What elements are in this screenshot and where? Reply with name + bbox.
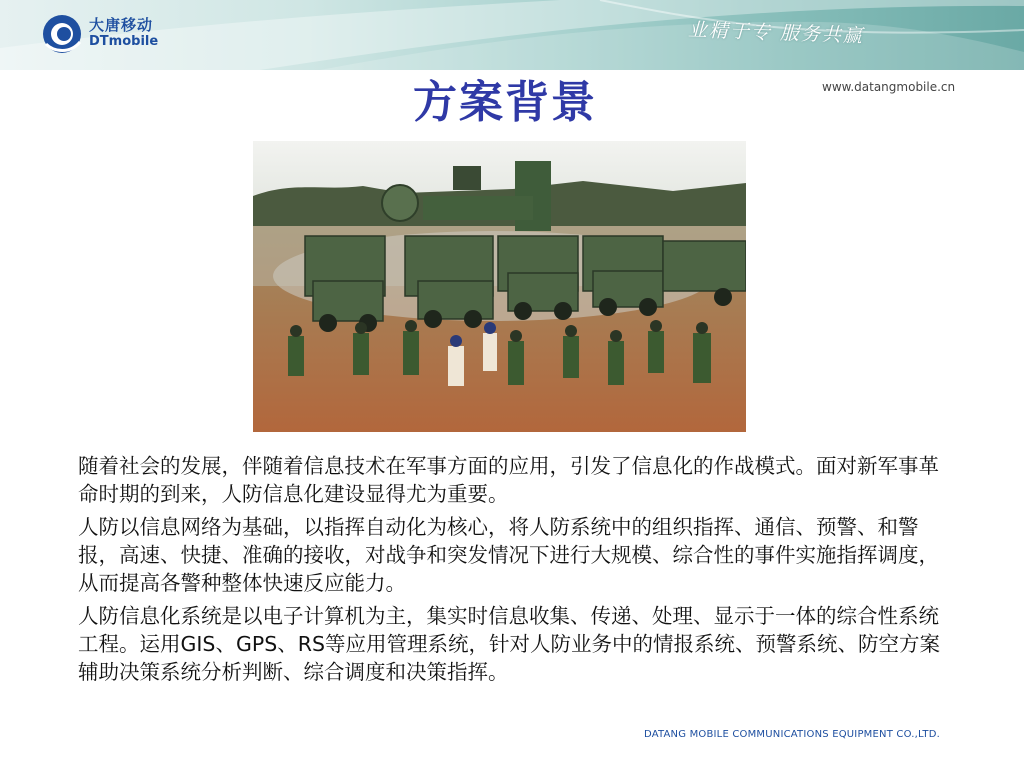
military-exercise-photo xyxy=(253,141,746,432)
photo-illustration xyxy=(253,141,746,432)
slide-title: 方案背景 xyxy=(413,77,597,128)
header-band xyxy=(0,0,1024,70)
paragraph-2: 人防以信息网络为基础，以指挥自动化为核心，将人防系统中的组织指挥、通信、预警、和警报，高速、快捷、准确的接收，对战争和突发情况下进行大规模、综合性的事件实施指挥调度，从而提高各警种整体快速反应能力。 xyxy=(78,515,939,595)
company-logo xyxy=(40,12,170,56)
dtmobile-logo-icon xyxy=(40,12,84,56)
paragraph-1: 随着社会的发展，伴随着信息技术在军事方面的应用，引发了信息化的作战模式。面对新军事革命时期的到来，人防信息化建设显得尤为重要。 xyxy=(78,454,939,506)
slogan: 业精于专 服务共赢 xyxy=(687,18,865,48)
logo-chinese-name: 大唐移动 xyxy=(89,16,154,34)
footer-company-name: DATANG MOBILE COMMUNICATIONS EQUIPMENT CO.,LTD. xyxy=(644,729,940,740)
slide-body xyxy=(78,452,958,691)
paragraph-3: 人防信息化系统是以电子计算机为主，集实时信息收集、传递、处理、显示于一体的综合性系统工程。运用GIS、GPS、RS等应用管理系统，针对人防业务中的情报系统、预警系统、防空方案辅助决策系统分析判断、综合调度和决策指挥。 xyxy=(78,604,940,684)
logo-english-name: DTmobile xyxy=(89,34,159,49)
website-url: www.datangmobile.cn xyxy=(822,80,956,94)
